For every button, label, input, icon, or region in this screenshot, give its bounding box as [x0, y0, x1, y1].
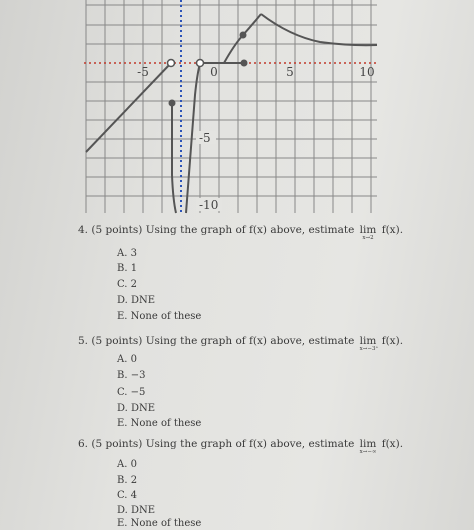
- answer-option[interactable]: B. −3: [117, 370, 146, 381]
- answer-option[interactable]: A. 0: [117, 459, 137, 470]
- limit-subscript: x→−∞: [359, 449, 377, 455]
- answer-option[interactable]: E. None of these: [117, 311, 202, 322]
- answer-option[interactable]: D. DNE: [117, 295, 156, 306]
- y-tick-label: -10: [199, 198, 219, 212]
- y-tick-label: -5: [199, 131, 211, 145]
- closed-point-marker: [241, 60, 248, 67]
- answer-option[interactable]: A. 0: [117, 354, 137, 365]
- question-prompt: (5 points) Using the graph of f(x) above, estimate: [91, 224, 355, 236]
- limit-subscript: x→−3⁺: [359, 346, 379, 352]
- function-graph: [0, 0, 474, 230]
- x-tick-labels: [137, 65, 374, 79]
- question-text: [78, 335, 404, 352]
- answer-option[interactable]: E. None of these: [117, 518, 202, 529]
- limit-function: f(x).: [381, 224, 404, 236]
- answer-option[interactable]: E. None of these: [117, 418, 202, 429]
- answer-option[interactable]: C. −5: [117, 387, 146, 398]
- closed-point-marker: [169, 100, 176, 107]
- curve-points: [168, 32, 248, 107]
- x-tick-label: 0: [210, 65, 218, 79]
- x-tick-label: 5: [286, 65, 294, 79]
- answer-option[interactable]: C. 2: [117, 279, 138, 290]
- limit-subscript: x→2: [362, 235, 374, 241]
- limit-operator: lim: [359, 335, 377, 347]
- question-prompt: (5 points) Using the graph of f(x) above, estimate: [91, 438, 355, 450]
- question-text: [78, 224, 404, 241]
- answer-option[interactable]: B. 2: [117, 475, 138, 486]
- limit-expression: [359, 224, 377, 241]
- x-tick-label: -5: [137, 65, 149, 79]
- limit-function: f(x).: [381, 438, 404, 450]
- answer-option[interactable]: A. 3: [117, 248, 137, 259]
- limit-expression: [359, 438, 377, 455]
- answer-option[interactable]: B. 1: [117, 263, 138, 274]
- limit-operator: lim: [359, 224, 377, 236]
- question-number: 6.: [78, 438, 89, 450]
- question-number: 5.: [78, 335, 89, 347]
- open-point-marker: [168, 60, 175, 67]
- limit-operator: lim: [359, 438, 377, 450]
- question-number: 4.: [78, 224, 89, 236]
- question-prompt: (5 points) Using the graph of f(x) above, estimate: [91, 335, 355, 347]
- closed-point-marker: [240, 32, 247, 39]
- limit-expression: [359, 335, 379, 352]
- answer-option[interactable]: C. 4: [117, 490, 138, 501]
- open-point-marker: [197, 60, 204, 67]
- limit-function: f(x).: [381, 335, 404, 347]
- answer-option[interactable]: D. DNE: [117, 505, 156, 516]
- x-tick-label: 10: [359, 65, 375, 79]
- question-text: [78, 438, 404, 455]
- answer-option[interactable]: D. DNE: [117, 403, 156, 414]
